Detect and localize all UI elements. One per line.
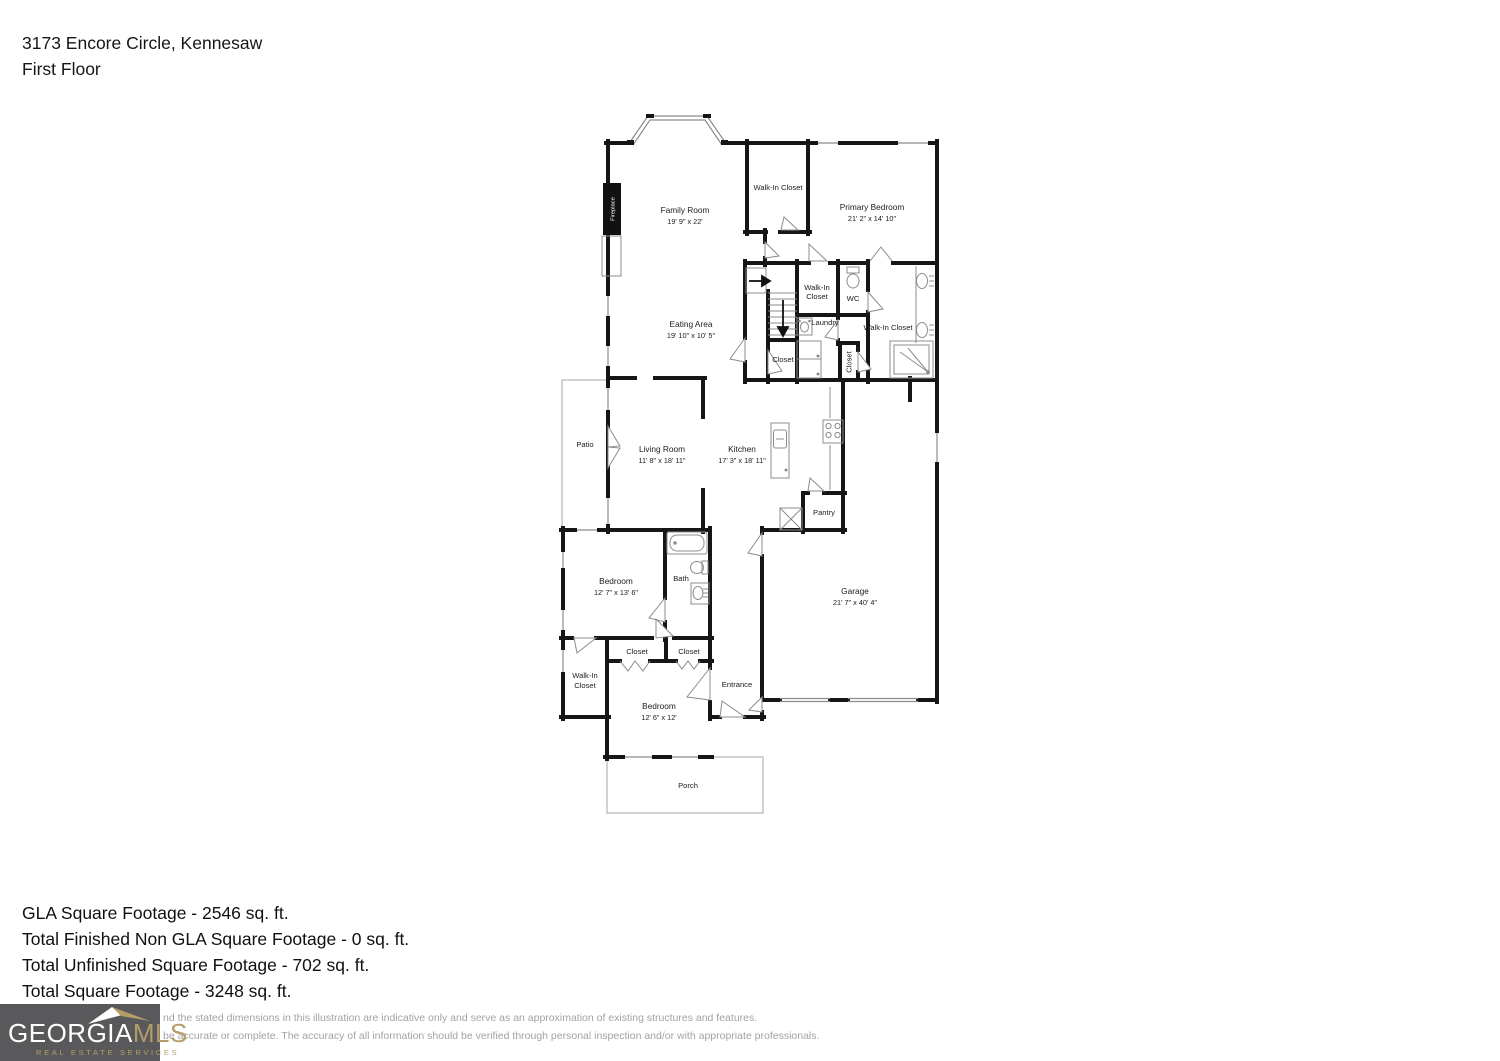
logo-mls-text: MLS [132, 1018, 188, 1048]
disclaimer-line-2: be accurate or complete. The accuracy of all information should be verified through personal inspection and/or with appropriate professionals. [163, 1029, 820, 1042]
logo-georgia-text: GEORGIA [8, 1018, 133, 1048]
label-primary-bedroom: Primary Bedroom [839, 202, 905, 212]
kitchen-island-icon [771, 423, 789, 478]
disclaimer [163, 1010, 819, 1045]
shower-icon [890, 341, 933, 378]
cabinet-icon [780, 508, 802, 530]
door-wc [868, 292, 883, 312]
floor-plan [550, 95, 950, 825]
logo-wordmark [8, 1018, 188, 1049]
door-walkin-bottom [574, 638, 596, 653]
bay-window [627, 114, 728, 145]
vanity-sink-icon-2 [917, 323, 935, 338]
label-garage: Garage [841, 586, 869, 596]
bifold-closet-a [620, 661, 650, 671]
dims-garage: 21' 7" x 40' 4" [832, 598, 878, 607]
front-door [720, 701, 745, 717]
door-primary-bath [870, 247, 892, 261]
label-family-room: Family Room [660, 205, 710, 215]
footage-total: Total Square Footage - 3248 sq. ft. [22, 981, 292, 1001]
label-eating-area: Eating Area [669, 319, 713, 329]
door-bedroom-bottom [687, 668, 710, 700]
dims-bedroom-mid: 12' 7" x 13' 6" [593, 588, 639, 597]
label-walkin-closet-primary: Walk-In Closet [863, 323, 913, 332]
square-footage-summary [22, 900, 409, 1004]
stove-icon [823, 420, 843, 443]
door-pantry [808, 478, 824, 491]
label-closet-stairs: Closet [772, 355, 794, 364]
stairs-up-arrow-icon [762, 276, 770, 286]
dims-eating-area: 19' 10" x 10' 5" [666, 331, 716, 340]
disclaimer-line-1: nd the stated dimensions in this illustration are indicative only and serve as an approximation of existing structures and features. [163, 1012, 758, 1024]
chimney-outline [602, 236, 621, 276]
label-walkin-closet-bottom-1: Walk-In [572, 671, 598, 680]
toilet-icon [691, 561, 709, 574]
label-walkin-closet-mid-2: Closet [806, 292, 828, 301]
bathtub-icon [667, 532, 707, 554]
patio-door-leaf-1 [608, 426, 620, 447]
label-kitchen: Kitchen [728, 444, 756, 454]
label-patio: Patio [576, 440, 594, 449]
dims-living-room: 11' 8" x 18' 11" [638, 456, 686, 465]
logo-tagline: REAL ESTATE SERVICES [36, 1048, 180, 1057]
door-stairs-closet-out [730, 338, 745, 362]
label-bath: Bath [673, 574, 689, 583]
dims-kitchen: 17' 3" x 18' 11" [718, 456, 766, 465]
washer-dryer-icon [797, 341, 821, 378]
page-subtitle: First Floor [22, 59, 101, 79]
label-closet-hall: Closet [844, 351, 854, 373]
door-primary-closet [809, 244, 827, 261]
patio-outline [562, 380, 608, 530]
door-hall-primary [765, 242, 779, 258]
label-walkin-closet-mid-1: Walk-In [804, 283, 830, 292]
door-bath [649, 598, 665, 622]
label-laundry: Laundry [811, 318, 839, 327]
laundry-sink-icon [797, 318, 812, 335]
door-garage-kitchen [748, 533, 762, 556]
dims-family-room: 19' 9" x 22' [667, 217, 703, 226]
label-wc: WC [846, 294, 860, 303]
label-bedroom-mid: Bedroom [599, 576, 633, 586]
label-bedroom-bottom: Bedroom [642, 701, 676, 711]
bath-sink-icon [691, 583, 709, 604]
dims-bedroom-bottom: 12' 6" x 12' [641, 713, 677, 722]
label-walkin-closet-bottom-2: Closet [574, 681, 596, 690]
header [22, 30, 262, 82]
label-pantry: Pantry [813, 508, 835, 517]
georgia-mls-logo [0, 1004, 188, 1061]
stairs [746, 268, 797, 336]
page-title: 3173 Encore Circle, Kennesaw [22, 33, 263, 53]
label-fireplace: Fireplace [610, 197, 617, 221]
label-entrance: Entrance [721, 680, 753, 689]
wc-toilet-icon [847, 267, 859, 288]
label-closet-b: Closet [678, 647, 700, 656]
footage-non-gla: Total Finished Non GLA Square Footage - 0 sq. ft. [22, 929, 410, 949]
footage-unfinished: Total Unfinished Square Footage - 702 sq. ft. [22, 955, 370, 975]
label-living-room: Living Room [638, 444, 686, 454]
vanity-sink-icon [917, 274, 935, 289]
bifold-closet-b [676, 661, 700, 669]
footage-gla: GLA Square Footage - 2546 sq. ft. [22, 903, 289, 923]
label-closet-a: Closet [626, 647, 648, 656]
patio-door-leaf-2 [608, 447, 620, 468]
door-walkin-top [781, 217, 798, 230]
door-garage-entrance [749, 697, 762, 712]
dims-primary-bedroom: 21' 2" x 14' 10" [847, 214, 897, 223]
label-walkin-closet-top: Walk-In Closet [753, 183, 803, 192]
label-porch: Porch [678, 781, 698, 790]
